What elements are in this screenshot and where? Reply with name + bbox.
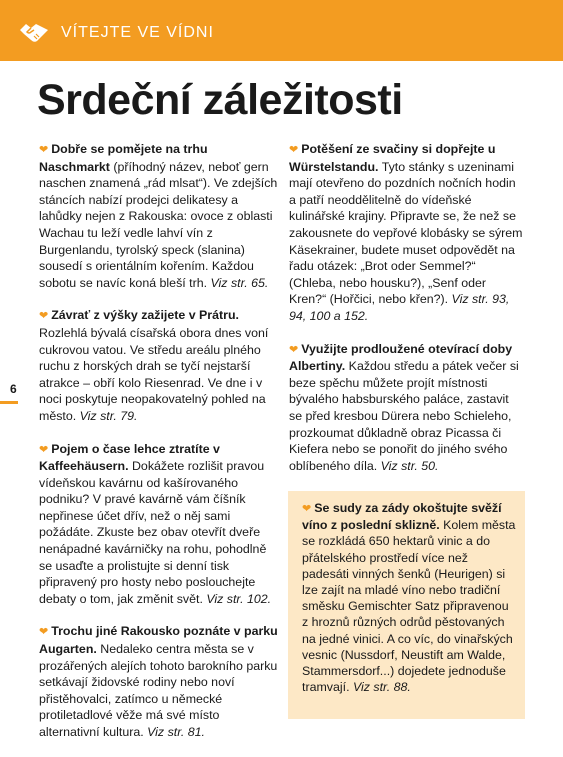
tip-text: Nedaleko centra města se v prozářených alejích tohoto barokního parku setkávají židovské rodiny nebo noví přistěhovalci, zatímco u německé protiletadlové věže má své místo alternativní kultura. bbox=[39, 642, 278, 739]
tip-item bbox=[39, 623, 279, 740]
tip-heading: Využijte prodloužené otevírací doby Albertiny. bbox=[289, 341, 513, 374]
tip-heading: Trochu jiné Rakousko poznáte v parku Augarten. bbox=[39, 624, 278, 657]
highlight-box bbox=[288, 491, 525, 719]
tip-reference: Viz str. 65. bbox=[210, 275, 269, 290]
handshake-icon bbox=[19, 20, 49, 44]
tip-item bbox=[289, 141, 525, 325]
tip-text: Rozlehlá bývalá císařská obora dnes voní cukrovou vatou. Ve středu areálu plného ruchu z horských drah se tyčí nejstarší atrakce – obří kolo Riesenrad. Ve dne i v noci poskytuje neopakovatelný pohled na město. bbox=[39, 325, 269, 423]
heart-icon: ❤ bbox=[39, 144, 49, 156]
tip-reference: Viz str. 79. bbox=[79, 408, 138, 423]
heart-icon: ❤ bbox=[289, 343, 299, 356]
tip-reference: Viz str. 102. bbox=[206, 591, 272, 606]
tip-item bbox=[39, 141, 279, 291]
tip-item bbox=[39, 307, 279, 424]
left-column bbox=[39, 141, 279, 757]
header-title: VÍTEJTE VE VÍDNI bbox=[61, 24, 214, 41]
tip-item bbox=[39, 441, 279, 608]
heart-icon: ❤ bbox=[302, 503, 312, 515]
tip-text: (příhodný název, neboť gern naschen znamená „rád mlsat“). Ve zdejších stáncích nabízí prodejci delikatesy a lahůdky nejen z Rakouska: ovoce z oblasti Wachau tu leží vedle lahví vín z Burgenlandu, tyrolský speck (slanina) sousedí s orientálním kořením. Každou sobotu se navíc koná bleší trh. bbox=[39, 159, 278, 290]
tip-text: Dokážete rozlišit pravou vídeňskou kavárnu od kašírovaného podniku? V pravé kavárně vám číšník nepřinese účet dřív, než o něj sami požádáte. Zkuste bez obav otevřít dveře nenápadné kavárničky na rohu, pohodlně se usaďte a prolistujte si denní tisk připravený pro hosty nebo poslouchejte debaty o tom, jak změnit svět. bbox=[39, 459, 267, 606]
tip-reference: Viz str. 93, 94, 100 a 152. bbox=[289, 292, 510, 323]
heart-icon: ❤ bbox=[39, 310, 49, 323]
page-title: Srdeční záležitosti bbox=[37, 76, 403, 124]
tip-text: Tyto stánky s uzeninami mají otevřeno do pozdních nočních hodin a patří neoddělitelně do vídeňské kulinářské krajiny. Připravte se, že než se zakousnete do vepřové klobásky se sýrem Käsekrainer, budete muset odpovědět na řadu otázek: „Brot oder Semmel?“ (Chleba, nebo housku?), „Senf oder Kren?“ (Hořčici, nebo křen?). bbox=[289, 159, 523, 307]
page-number: 6 bbox=[10, 382, 17, 396]
tip-heading: Potěšení ze svačiny si dopřejte u Würstelstandu. bbox=[289, 142, 496, 174]
tip-reference: Viz str. 50. bbox=[380, 458, 439, 473]
tip-text: Každou středu a pátek večer si beze spěchu můžete projít místnosti bývalého habsburského paláce, zastavit se před kresbou Dürera nebo Schieleho, prozkoumat důkladně obraz Picassa či Kiefera nebo se ponořit do jiného svého oblíbeného díla. bbox=[289, 359, 519, 473]
tip-reference: Viz str. 88. bbox=[352, 680, 411, 695]
tip-item bbox=[302, 500, 517, 695]
tip-text: Kolem města se rozkládá 650 hektarů vinic a do přátelského prostředí více než padesáti vinných šenků (Heurigen) si lze zajít na mladé víno nebo tradiční směsku Gemischter Satz připravenou z hroznů různých odrůd pěstovaných na jedné vinici. A co víc, do vinařských vesnic (Nussdorf, Neustift am Walde, Stammersdorf...) dojedete jednoduše tramvají. bbox=[302, 518, 516, 695]
tip-reference: Viz str. 81. bbox=[147, 725, 205, 739]
tip-heading: Pojem o čase lehce ztratíte v Kaffeehäusern. bbox=[39, 441, 220, 474]
tip-heading: Dobře se pomějete na trhu Naschmarkt bbox=[39, 142, 208, 174]
heart-icon: ❤ bbox=[289, 144, 299, 156]
tip-item bbox=[289, 341, 525, 475]
page-marker bbox=[0, 401, 18, 404]
heart-icon: ❤ bbox=[39, 626, 49, 639]
heart-icon: ❤ bbox=[39, 443, 49, 456]
right-column bbox=[289, 141, 525, 490]
header-bar bbox=[0, 0, 563, 61]
tip-heading: Závrať z výšky zažijete v Prátru. bbox=[51, 308, 239, 323]
tip-heading: Se sudy za zády okoštujte svěží víno z poslední sklizně. bbox=[302, 501, 502, 533]
